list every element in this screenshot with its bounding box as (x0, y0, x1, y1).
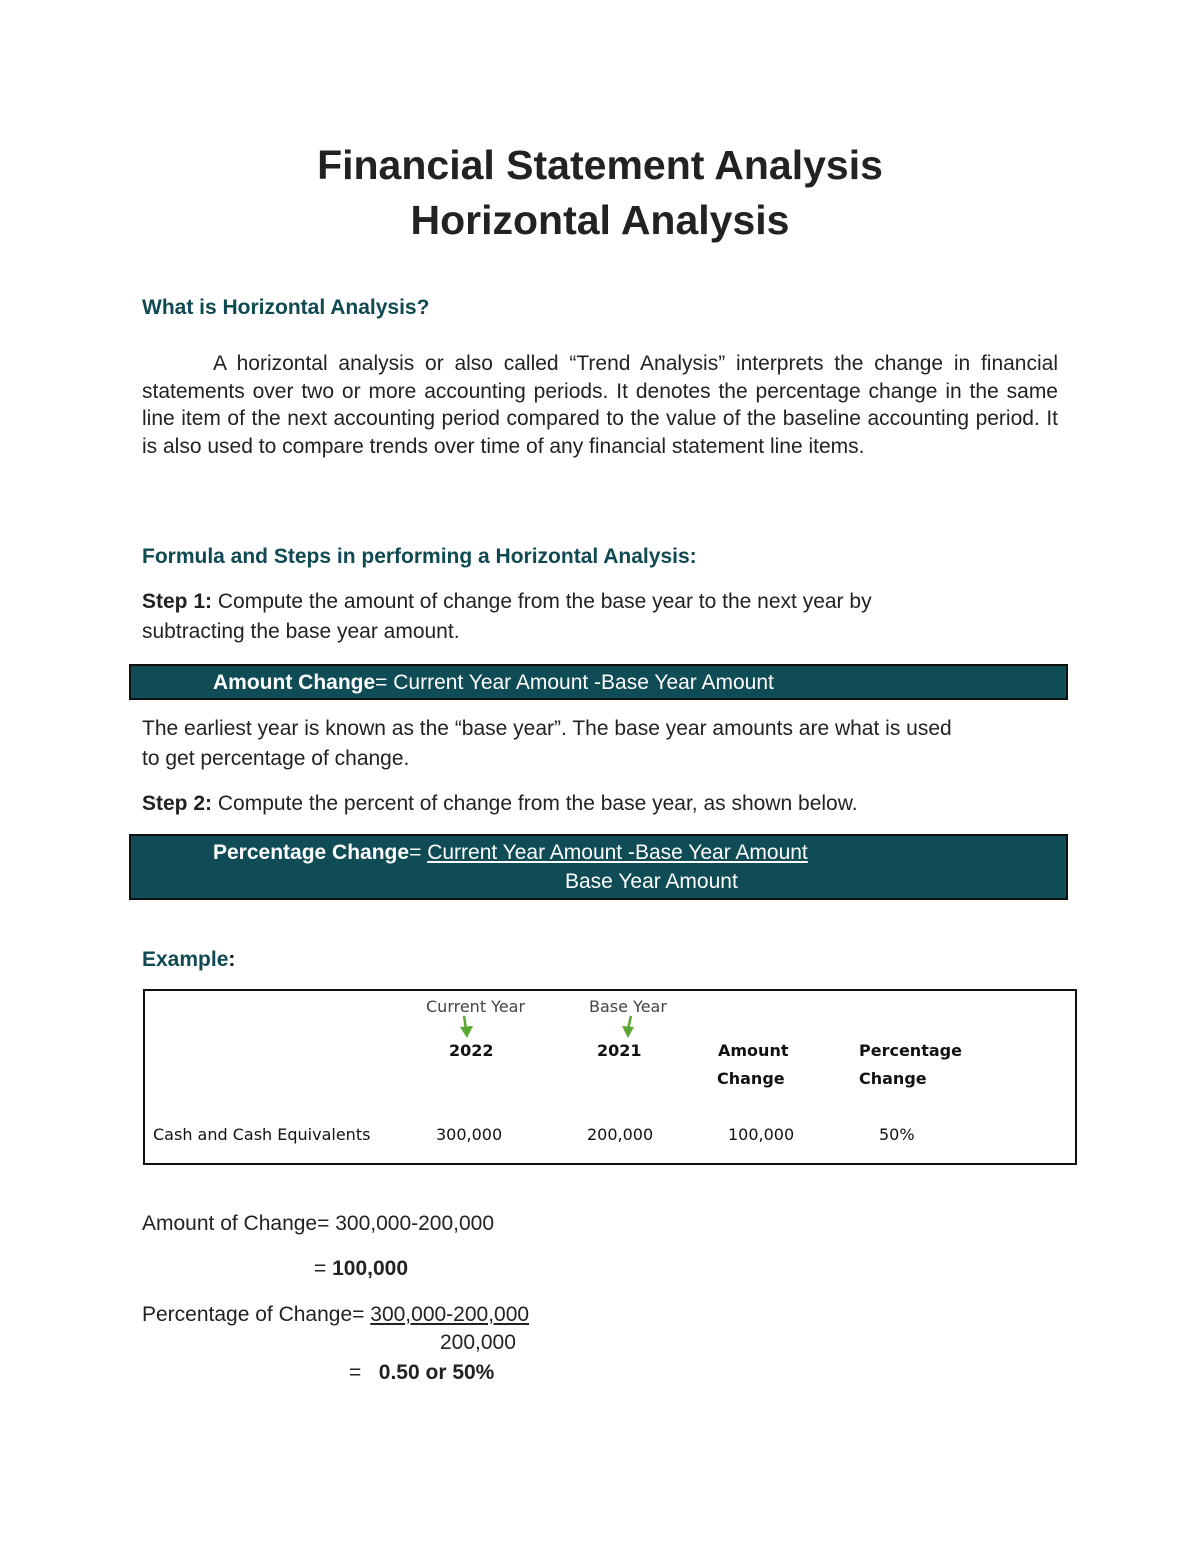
current-year-label: Current Year (426, 997, 526, 1016)
column-header-amount-change-1: Amount (718, 1041, 789, 1060)
current-year-arrow-icon (459, 1015, 475, 1039)
section-heading-what-is: What is Horizontal Analysis? (142, 296, 430, 319)
base-year-line-2: to get percentage of change. (142, 747, 410, 770)
pct-result-value: 0.50 or 50% (378, 1361, 495, 1384)
step1-line-1 (142, 590, 872, 614)
percentage-of-change-calc (142, 1303, 529, 1327)
percentage-of-change-result (349, 1361, 494, 1385)
example-heading (142, 948, 235, 972)
step1-line-2: subtracting the base year amount. (142, 620, 460, 643)
base-year-line-1: The earliest year is known as the “base year”. The base year amounts are what is used (142, 717, 952, 740)
amount-result-value: 100,000 (332, 1257, 409, 1280)
amount-of-change-result (314, 1257, 408, 1281)
step2-text: Compute the percent of change from the base year, as shown below. (212, 792, 858, 815)
percentage-change-formula-box (129, 834, 1068, 900)
percentage-change-label: Percentage Change (213, 841, 410, 864)
cell-2021-value: 200,000 (587, 1125, 654, 1144)
step2-line (142, 792, 858, 816)
example-heading-text: Example (142, 948, 229, 971)
column-header-amount-change-2: Change (717, 1069, 785, 1088)
pct-calc-denominator: 200,000 (440, 1331, 516, 1354)
cell-amount-change-value: 100,000 (728, 1125, 795, 1144)
cell-percentage-change-value: 50% (879, 1125, 915, 1144)
base-year-label: Base Year (589, 997, 667, 1016)
amount-change-formula: = Current Year Amount -Base Year Amount (375, 671, 774, 694)
column-header-2022: 2022 (449, 1041, 494, 1060)
amount-of-change-calc: Amount of Change= 300,000-200,000 (142, 1212, 495, 1235)
percentage-change-numerator: Current Year Amount -Base Year Amount (427, 841, 808, 864)
document-title: Financial Statement Analysis (317, 142, 883, 188)
section-heading-formula: Formula and Steps in performing a Horizontal Analysis: (142, 545, 697, 568)
amount-change-label: Amount Change (213, 671, 376, 694)
column-header-percentage-change-1: Percentage (859, 1041, 962, 1060)
percentage-change-equals: = (409, 841, 428, 864)
pct-calc-numerator: 300,000-200,000 (370, 1303, 530, 1326)
amount-result-equals: = (314, 1257, 333, 1280)
step2-label: Step 2: (142, 792, 213, 815)
pct-result-equals: = (349, 1361, 379, 1384)
column-header-2021: 2021 (597, 1041, 642, 1060)
document-subtitle: Horizontal Analysis (410, 197, 790, 243)
cell-2022-value: 300,000 (436, 1125, 503, 1144)
step1-label: Step 1: (142, 590, 213, 613)
pct-calc-label: Percentage of Change= (142, 1303, 371, 1326)
example-heading-colon: : (228, 948, 236, 971)
percentage-change-denominator: Base Year Amount (565, 870, 738, 893)
example-table (143, 989, 1077, 1165)
definition-paragraph: A horizontal analysis or also called “Trend Analysis” interprets the change in financial statements over two or more accounting periods. It denotes the percentage change in the same line item of the next accounting period compared to the value of the baseline accounting period. It is also used to compare trends over time of any financial statement line items. (142, 352, 1058, 458)
amount-change-formula-box (129, 664, 1068, 700)
step1-text: Compute the amount of change from the base year to the next year by (212, 590, 872, 613)
row-label-cash: Cash and Cash Equivalents (153, 1125, 371, 1144)
base-year-arrow-icon (620, 1015, 636, 1039)
column-header-percentage-change-2: Change (859, 1069, 927, 1088)
